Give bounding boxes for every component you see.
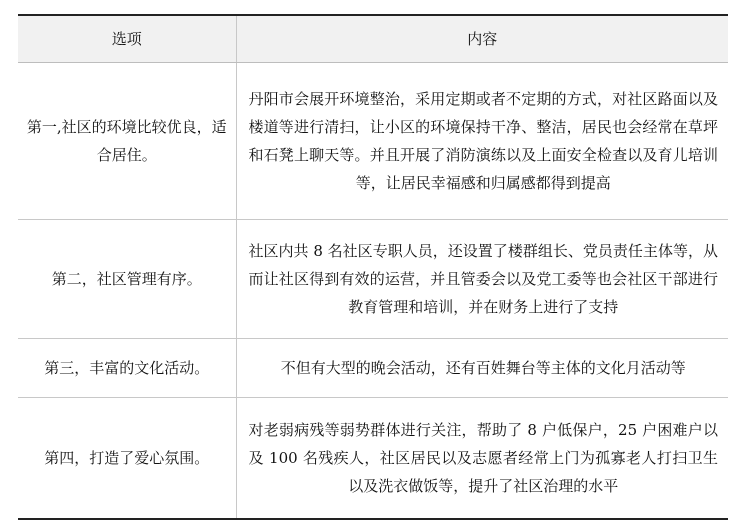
- option-cell: 第四，打造了爱心氛围。: [18, 398, 236, 520]
- table-row: [18, 339, 728, 398]
- content-cell: 社区内共 8 名社区专职人员，还设置了楼群组长、党员责任主体等，从而让社区得到有效的运营，并且管委会以及党工委等也会社区干部进行教育管理和培训，并在财务上进行了支持: [236, 220, 728, 339]
- content-cell: 不但有大型的晚会活动，还有百姓舞台等主体的文化月活动等: [236, 339, 728, 398]
- option-cell: 第二，社区管理有序。: [18, 220, 236, 339]
- header-row: [18, 15, 728, 63]
- header-option: 选项: [18, 15, 236, 63]
- community-advantages-table-wrapper: [18, 14, 728, 520]
- content-cell: 丹阳市会展开环境整治，采用定期或者不定期的方式，对社区路面以及楼道等进行清扫，让小区的环境保持干净、整洁，居民也会经常在草坪和石凳上聊天等。并且开展了消防演练以及上面安全检查以及育儿培训等，让居民幸福感和归属感都得到提高: [236, 63, 728, 220]
- content-cell: 对老弱病残等弱势群体进行关注，帮助了 8 户低保户，25 户困难户以及 100 名残疾人，社区居民以及志愿者经常上门为孤寡老人打扫卫生以及洗衣做饭等，提升了社区治理的水平: [248, 421, 718, 495]
- option-cell: 第三，丰富的文化活动。: [18, 339, 236, 398]
- header-content: 内容: [236, 15, 728, 63]
- table-row: [18, 398, 728, 520]
- option-cell: 第一,社区的环境比较优良，适合居住。: [18, 63, 236, 220]
- table-body: [18, 63, 728, 520]
- community-advantages-table: [18, 14, 728, 520]
- table-header: [18, 15, 728, 63]
- table-row: [18, 220, 728, 339]
- table-row: [18, 63, 728, 220]
